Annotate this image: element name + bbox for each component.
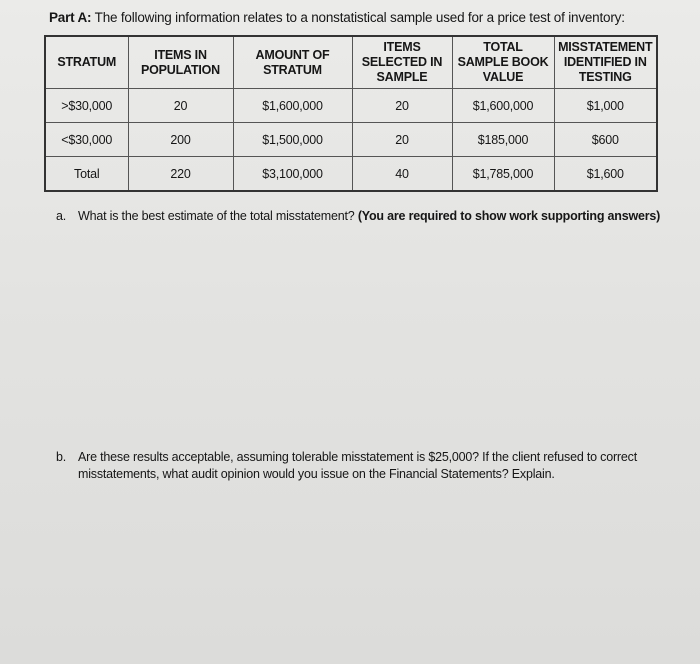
intro-text: The following information relates to a nonstatistical sample used for a price test of inventory: (94, 10, 625, 25)
table-row (45, 89, 657, 123)
question-a-label: a. (56, 209, 67, 223)
header-items-in-population: ITEMS IN POPULATION (128, 36, 233, 89)
question-a-instruction: (You are required to show work supporting answers) (357, 209, 661, 223)
table-cell: 40 (352, 157, 452, 192)
table-cell: $1,500,000 (233, 123, 352, 157)
table-cell: $185,000 (452, 123, 554, 157)
question-b (56, 449, 656, 483)
table-total-row (45, 157, 657, 192)
table-cell: 20 (352, 123, 452, 157)
table-cell: 200 (128, 123, 233, 157)
table-cell: $1,785,000 (452, 157, 554, 192)
header-items-selected: ITEMS SELECTED IN SAMPLE (352, 36, 452, 89)
table-row (45, 123, 657, 157)
table-cell: 20 (352, 89, 452, 123)
table-cell: $1,600 (554, 157, 657, 192)
table-cell: $1,600,000 (233, 89, 352, 123)
table-cell: <$30,000 (45, 123, 128, 157)
question-b-line2: misstatements, what audit opinion would you issue on the Financial Statements? Explain. (78, 467, 555, 481)
question-a-text: What is the best estimate of the total misstatement? (78, 209, 355, 223)
header-stratum: STRATUM (45, 36, 128, 89)
table-header-row (45, 36, 657, 89)
table-cell: $1,600,000 (452, 89, 554, 123)
table-cell: 220 (128, 157, 233, 192)
question-b-label: b. (56, 450, 67, 464)
header-misstatement-identified: MISSTATEMENT IDENTIFIED IN TESTING (554, 36, 657, 89)
intro-line (49, 10, 625, 25)
table-cell: $600 (554, 123, 657, 157)
table-cell: $1,000 (554, 89, 657, 123)
table-cell: >$30,000 (45, 89, 128, 123)
part-label: Part A: (49, 10, 92, 25)
question-b-line1: Are these results acceptable, assuming tolerable misstatement is $25,000? If the client refused to correct (78, 450, 637, 464)
header-total-sample-book-value: TOTAL SAMPLE BOOK VALUE (452, 36, 554, 89)
table-cell: $3,100,000 (233, 157, 352, 192)
header-amount-of-stratum: AMOUNT OF STRATUM (233, 36, 352, 89)
table-cell: Total (45, 157, 128, 192)
question-a (56, 208, 666, 225)
stratum-table (44, 35, 658, 192)
table-cell: 20 (128, 89, 233, 123)
